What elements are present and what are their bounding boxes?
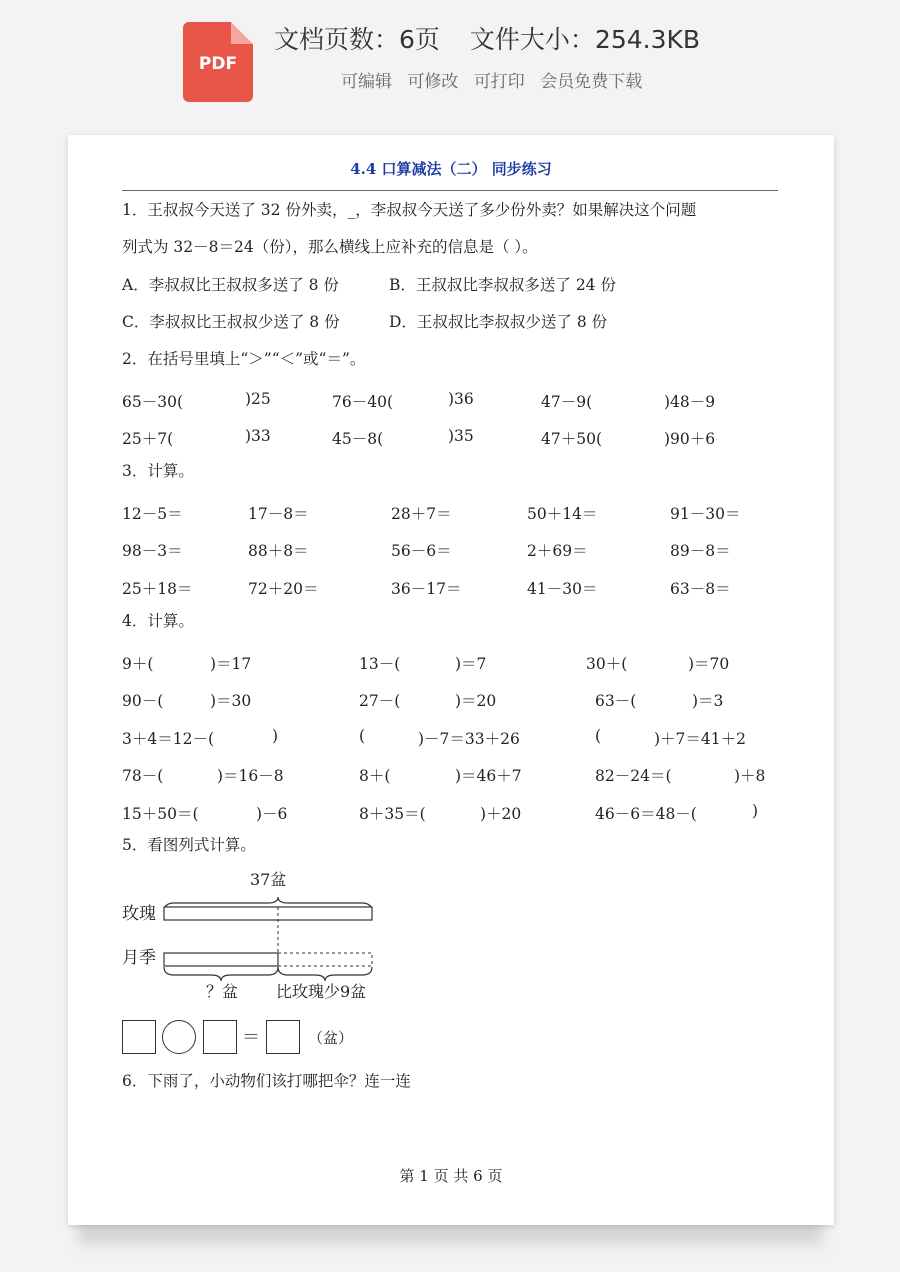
- q2-cell: 47＋50(: [541, 430, 602, 448]
- q1-option-a: A．李叔叔比王叔叔多送了 8 份: [122, 276, 339, 294]
- q2-cell: )48－9: [664, 393, 716, 411]
- q3-cell: 2＋69＝: [527, 542, 588, 560]
- q4-cell: 90－(: [122, 692, 164, 710]
- rose-bar: [164, 907, 372, 920]
- q4-cell: )＋20: [480, 805, 522, 823]
- q4-cell: )＝20: [455, 692, 497, 710]
- q2-cell: 47－9(: [541, 393, 593, 411]
- china-rose-bar: [164, 953, 278, 966]
- total-label: 37盆: [250, 870, 287, 889]
- answer-box[interactable]: [203, 1020, 237, 1054]
- q2-cell: )36: [448, 390, 474, 408]
- q4-cell: ): [272, 727, 279, 745]
- q2-cell: 65－30(: [122, 393, 183, 411]
- q4-cell: )＝16－8: [217, 767, 284, 785]
- q1-option-c: C．李叔叔比王叔叔少送了 8 份: [122, 313, 340, 331]
- q4-cell: 82－24＝(: [595, 767, 672, 785]
- q3-cell: 17－8＝: [248, 505, 309, 523]
- q1-option-d: D．王叔叔比李叔叔少送了 8 份: [389, 313, 608, 331]
- q3-cell: 88＋8＝: [248, 542, 309, 560]
- answer-box[interactable]: [266, 1020, 300, 1054]
- feature-list: [341, 67, 652, 92]
- q2-title: 2．在括号里填上“＞”“＜”或“＝”。: [122, 350, 366, 368]
- q3-cell: 25＋18＝: [122, 580, 193, 598]
- q4-cell: 13－(: [359, 655, 401, 673]
- rose-label: 玫瑰: [122, 904, 156, 924]
- q4-cell: 3＋4＝12－(: [122, 730, 214, 748]
- q4-cell: 46－6＝48－(: [595, 805, 697, 823]
- q2-cell: 25＋7(: [122, 430, 174, 448]
- q5-title: 5．看图列式计算。: [122, 836, 256, 854]
- q4-cell: (: [595, 727, 602, 745]
- q2-cell: )25: [245, 390, 271, 408]
- file-size: 文件大小：254.3KB: [469, 25, 701, 54]
- file-info: [274, 20, 730, 56]
- q2-cell: 76－40(: [332, 393, 393, 411]
- q4-cell: (: [359, 727, 366, 745]
- q3-cell: 50＋14＝: [527, 505, 598, 523]
- q4-cell: )＝46＋7: [455, 767, 522, 785]
- title-divider: [122, 190, 778, 191]
- q2-cell: 45－8(: [332, 430, 384, 448]
- segment-diagram-svg: [118, 867, 418, 1017]
- q3-cell: 63－8＝: [670, 580, 731, 598]
- q3-cell: 56－6＝: [391, 542, 452, 560]
- difference-brace: [278, 967, 372, 981]
- q2-cell: )90＋6: [664, 430, 716, 448]
- feature-printable: 可打印: [473, 72, 525, 92]
- difference-dashed-bar: [278, 953, 372, 966]
- q4-cell: )＝17: [210, 655, 252, 673]
- q1-line1: 1．王叔叔今天送了 32 份外卖，_，李叔叔今天送了多少份外卖？如果解决这个问题: [122, 201, 697, 219]
- feature-editable: 可编辑: [341, 72, 392, 92]
- q3-title: 3．计算。: [122, 462, 194, 480]
- q4-cell: 63－(: [595, 692, 637, 710]
- q4-cell: 27－(: [359, 692, 401, 710]
- q1-line2: 列式为 32－8＝24（份），那么横线上应补充的信息是（ ）。: [122, 238, 538, 256]
- q4-cell: 8＋(: [359, 767, 391, 785]
- q3-cell: 91－30＝: [670, 505, 741, 523]
- q1-option-b: B．王叔叔比李叔叔多送了 24 份: [389, 276, 616, 294]
- unknown-brace: [164, 967, 278, 981]
- page-footer: 第 1 页 共 6 页: [399, 1167, 503, 1185]
- page-count: 文档页数：6页: [274, 25, 440, 54]
- q4-cell: )＝3: [692, 692, 724, 710]
- answer-box[interactable]: [122, 1020, 156, 1054]
- pdf-file-icon: PDF: [183, 22, 253, 102]
- feature-modifiable: 可修改: [407, 72, 459, 92]
- difference-label: 比玫瑰少9盆: [276, 982, 367, 1001]
- q3-cell: 41－30＝: [527, 580, 598, 598]
- q4-cell: )＋8: [734, 767, 766, 785]
- q4-cell: )＋7＝41＋2: [654, 730, 746, 748]
- equals-sign: ＝: [242, 1027, 260, 1048]
- q3-cell: 36－17＝: [391, 580, 462, 598]
- unknown-label: ？盆: [206, 982, 239, 1001]
- document-page: [68, 135, 834, 1225]
- q4-cell: 15＋50＝(: [122, 805, 199, 823]
- q3-cell: 98－3＝: [122, 542, 183, 560]
- q3-cell: 28＋7＝: [391, 505, 452, 523]
- q2-cell: )35: [448, 427, 474, 445]
- segment-diagram: [118, 867, 418, 1021]
- q3-cell: 72＋20＝: [248, 580, 319, 598]
- q4-title: 4．计算。: [122, 612, 194, 630]
- feature-member-download: 会员免费下载: [540, 72, 643, 92]
- q4-cell: )－7＝33＋26: [418, 730, 520, 748]
- q4-cell: 30＋(: [586, 655, 628, 673]
- q4-cell: )－6: [256, 805, 288, 823]
- q2-cell: )33: [245, 427, 271, 445]
- q4-cell: )＝30: [210, 692, 252, 710]
- q4-cell: 8＋35＝(: [359, 805, 426, 823]
- q4-cell: 9＋(: [122, 655, 154, 673]
- q3-cell: 12－5＝: [122, 505, 183, 523]
- q4-cell: )＝7: [455, 655, 487, 673]
- q3-cell: 89－8＝: [670, 542, 731, 560]
- q4-cell: )＝70: [688, 655, 730, 673]
- document-title: 4.4 口算减法（二） 同步练习: [350, 160, 552, 178]
- unit-label: （盆）: [308, 1029, 354, 1047]
- operator-circle[interactable]: [162, 1020, 196, 1054]
- q6-title: 6．下雨了，小动物们该打哪把伞？连一连: [122, 1072, 411, 1090]
- q4-cell: 78－(: [122, 767, 164, 785]
- q4-cell: ): [752, 802, 759, 820]
- china-rose-label: 月季: [122, 948, 156, 968]
- download-header: [0, 0, 900, 130]
